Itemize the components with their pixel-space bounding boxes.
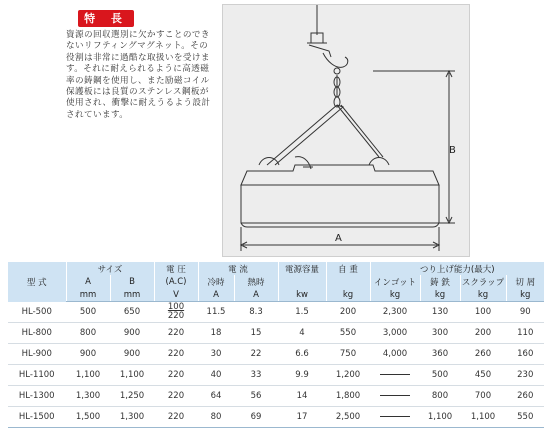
table-row (8, 365, 544, 386)
magnet-top (241, 165, 439, 185)
header-scrap: スクラップ (460, 275, 506, 288)
header-b: B (110, 275, 154, 288)
cell-a: 1,500 (66, 407, 110, 428)
cell-a: 1,300 (66, 386, 110, 407)
header-ingot: インゴット (370, 275, 420, 288)
cell-a: 500 (66, 302, 110, 323)
cell-voltage: 220 (154, 344, 198, 365)
cell-iron: 1,100 (420, 407, 460, 428)
cell-kw: 6.6 (278, 344, 326, 365)
header-size: サイズ (66, 262, 154, 275)
unit-chips: kg (506, 288, 544, 302)
dash-mark (380, 374, 410, 375)
cell-weight: 1,800 (326, 386, 370, 407)
cell-model: HL-1300 (8, 386, 66, 407)
hook (323, 53, 348, 67)
cell-scrap: 700 (460, 386, 506, 407)
dimension-b-label: B (449, 145, 456, 156)
unit-b: mm (110, 288, 154, 302)
cell-ingot (370, 386, 420, 407)
table-row (8, 386, 544, 407)
cell-kw: 9.9 (278, 365, 326, 386)
cell-iron: 360 (420, 344, 460, 365)
cell-weight: 750 (326, 344, 370, 365)
cell-model: HL-500 (8, 302, 66, 323)
hook-arm (309, 45, 331, 57)
cell-scrap: 450 (460, 365, 506, 386)
unit-iron: kg (420, 288, 460, 302)
cell-model: HL-1100 (8, 365, 66, 386)
cell-iron: 300 (420, 323, 460, 344)
cell-b: 1,100 (110, 365, 154, 386)
cell-voltage: 220 (154, 365, 198, 386)
cell-hot: 22 (234, 344, 278, 365)
header-voltage: 電 圧 (154, 262, 198, 275)
cell-chips: 160 (506, 344, 544, 365)
cell-ingot: 2,300 (370, 302, 420, 323)
cell-a: 1,100 (66, 365, 110, 386)
header-model: 型 式 (8, 262, 66, 302)
cell-ingot (370, 407, 420, 428)
sling-left (267, 105, 337, 165)
header-hot: 熱時 (234, 275, 278, 288)
cell-hot: 15 (234, 323, 278, 344)
cell-chips: 110 (506, 323, 544, 344)
cell-model: HL-900 (8, 344, 66, 365)
header-ac: (A.C) (154, 275, 198, 288)
unit-voltage: V (154, 288, 198, 302)
cell-chips: 260 (506, 386, 544, 407)
header-a: A (66, 275, 110, 288)
header-chips: 切 屑 (506, 275, 544, 288)
cell-cold: 30 (198, 344, 234, 365)
cell-chips: 230 (506, 365, 544, 386)
cell-b: 900 (110, 344, 154, 365)
cell-b: 1,250 (110, 386, 154, 407)
cell-weight: 1,200 (326, 365, 370, 386)
cell-scrap: 260 (460, 344, 506, 365)
cell-chips: 550 (506, 407, 544, 428)
cell-weight: 550 (326, 323, 370, 344)
cell-kw: 1.5 (278, 302, 326, 323)
cell-hot: 8.3 (234, 302, 278, 323)
cell-cold: 11.5 (198, 302, 234, 323)
cell-ingot: 3,000 (370, 323, 420, 344)
cell-ingot (370, 365, 420, 386)
header-cold: 冷時 (198, 275, 234, 288)
cell-iron: 500 (420, 365, 460, 386)
spec-table (8, 262, 544, 428)
dash-mark (380, 395, 410, 396)
cell-voltage: 220 (154, 407, 198, 428)
feature-title-badge: 特 長 (78, 10, 134, 27)
table-row (8, 344, 544, 365)
dimension-a-label: A (335, 233, 342, 244)
spec-table-body (8, 302, 544, 428)
cell-chips: 90 (506, 302, 544, 323)
cell-cold: 18 (198, 323, 234, 344)
cell-iron: 130 (420, 302, 460, 323)
cell-hot: 33 (234, 365, 278, 386)
cell-b: 900 (110, 323, 154, 344)
sling-right (337, 105, 379, 157)
cell-cold: 64 (198, 386, 234, 407)
cell-hot: 56 (234, 386, 278, 407)
cell-a: 900 (66, 344, 110, 365)
feature-description: 資源の回収選別に欠かすことのできないリフティングマグネット。その役割は非常に過酷な取扱いを受けます。それに耐えられるように高透磁率の鋳鋼を使用し、また励磁コイル保護板には良質のステンレス鋼板が使用され、衝撃に耐えうるよう設計されています。 (66, 30, 211, 120)
dash-mark (380, 416, 410, 417)
cell-model: HL-800 (8, 323, 66, 344)
cell-model: HL-1500 (8, 407, 66, 428)
header-capacity: つり上げ能力(最大) (370, 262, 544, 275)
cell-cold: 80 (198, 407, 234, 428)
table-row (8, 323, 544, 344)
header-iron: 鋳 鉄 (420, 275, 460, 288)
cell-kw: 14 (278, 386, 326, 407)
cell-ingot: 4,000 (370, 344, 420, 365)
header-current: 電 流 (198, 262, 278, 275)
lug-right (369, 158, 389, 166)
unit-a: mm (66, 288, 110, 302)
unit-scrap: kg (460, 288, 506, 302)
cell-b: 650 (110, 302, 154, 323)
cell-kw: 4 (278, 323, 326, 344)
unit-hot: A (234, 288, 278, 302)
cell-cold: 40 (198, 365, 234, 386)
cell-scrap: 200 (460, 323, 506, 344)
cell-hot: 69 (234, 407, 278, 428)
cell-iron: 800 (420, 386, 460, 407)
cell-weight: 200 (326, 302, 370, 323)
header-weight: 自 重 (326, 262, 370, 275)
unit-weight: kg (326, 288, 370, 302)
cell-voltage: 220 (154, 386, 198, 407)
table-row (8, 302, 544, 323)
table-row (8, 407, 544, 428)
unit-power: kw (278, 288, 326, 302)
cell-a: 800 (66, 323, 110, 344)
cell-voltage: 100 220 (154, 302, 198, 323)
cell-voltage: 220 (154, 323, 198, 344)
cell-kw: 17 (278, 407, 326, 428)
unit-cold: A (198, 288, 234, 302)
cell-b: 1,300 (110, 407, 154, 428)
cell-scrap: 1,100 (460, 407, 506, 428)
cell-scrap: 100 (460, 302, 506, 323)
unit-ingot: kg (370, 288, 420, 302)
lifting-magnet-drawing (223, 5, 469, 256)
lifting-magnet-diagram (222, 4, 470, 257)
cell-weight: 2,500 (326, 407, 370, 428)
header-power: 電源容量 (278, 262, 326, 275)
magnet-body (241, 185, 439, 223)
